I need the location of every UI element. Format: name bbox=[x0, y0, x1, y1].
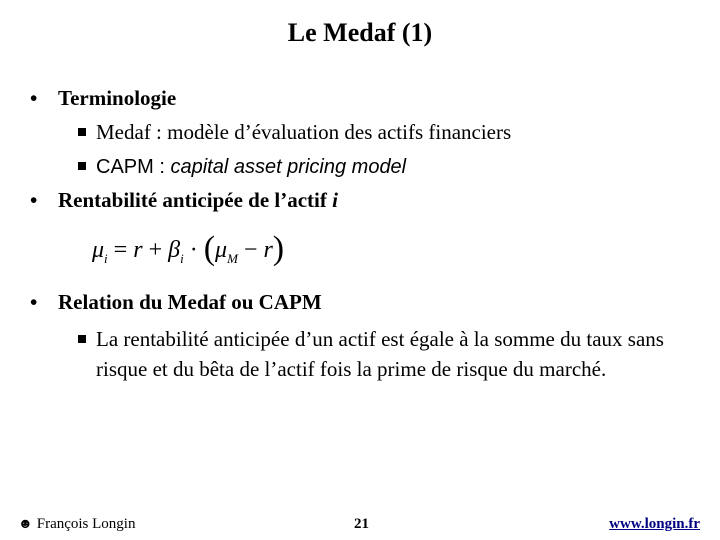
square-bullet-icon bbox=[78, 128, 86, 136]
bullet-terminologie bbox=[30, 86, 176, 111]
sub-bullet-relation bbox=[78, 324, 678, 384]
sub-bullet-capm bbox=[78, 154, 406, 179]
formula-sub-m: M bbox=[227, 250, 238, 266]
formula-r: r bbox=[133, 237, 143, 263]
sub-bullet-medaf-text: Medaf : modèle d’évaluation des actifs financiers bbox=[96, 120, 512, 144]
square-bullet-icon bbox=[78, 162, 86, 170]
formula-beta: β bbox=[168, 237, 181, 263]
bullet-dot-icon: • bbox=[30, 86, 38, 110]
footer-website-link[interactable]: www.longin.fr bbox=[609, 516, 700, 532]
bullet-rentabilite-label: Rentabilité anticipée de l’actif bbox=[58, 188, 333, 212]
sub-bullet-medaf bbox=[78, 120, 511, 145]
footer-author bbox=[18, 516, 135, 533]
bullet-relation bbox=[30, 290, 322, 315]
formula-dot: · bbox=[183, 237, 204, 263]
footer-page-number: 21 bbox=[354, 516, 369, 532]
formula-r2: r bbox=[263, 237, 273, 263]
bullet-dot-icon: • bbox=[30, 188, 38, 212]
bullet-rentabilite-var: i bbox=[332, 188, 338, 212]
capm-formula bbox=[92, 228, 284, 267]
bullet-terminologie-label: Terminologie bbox=[58, 86, 177, 110]
formula-open-paren: ( bbox=[203, 230, 216, 267]
formula-mu-m: μ bbox=[215, 237, 228, 263]
bullet-rentabilite bbox=[30, 188, 338, 213]
formula-plus: + bbox=[142, 237, 169, 263]
formula-sub-i-beta: i bbox=[180, 250, 184, 266]
formula-mu: μ bbox=[92, 237, 105, 263]
smiley-copyright-icon: ☻ bbox=[18, 517, 33, 532]
bullet-relation-label: Relation du Medaf ou CAPM bbox=[58, 290, 322, 314]
formula-close-paren: ) bbox=[272, 230, 285, 267]
bullet-dot-icon: • bbox=[30, 290, 38, 314]
slide-title: Le Medaf (1) bbox=[287, 18, 433, 47]
sub-bullet-capm-prefix: CAPM : bbox=[96, 156, 171, 178]
footer-author-name: François Longin bbox=[36, 516, 136, 532]
square-bullet-icon bbox=[78, 335, 86, 343]
formula-minus: − bbox=[237, 237, 264, 263]
sub-bullet-capm-italic: capital asset pricing model bbox=[170, 156, 407, 178]
formula-sub-i: i bbox=[104, 250, 108, 266]
formula-eq: = bbox=[107, 237, 134, 263]
sub-bullet-relation-text: La rentabilité anticipée d’un actif est égale à la somme du taux sans risque et du bêta de l’actif fois la prime de risque du marché. bbox=[96, 327, 664, 381]
